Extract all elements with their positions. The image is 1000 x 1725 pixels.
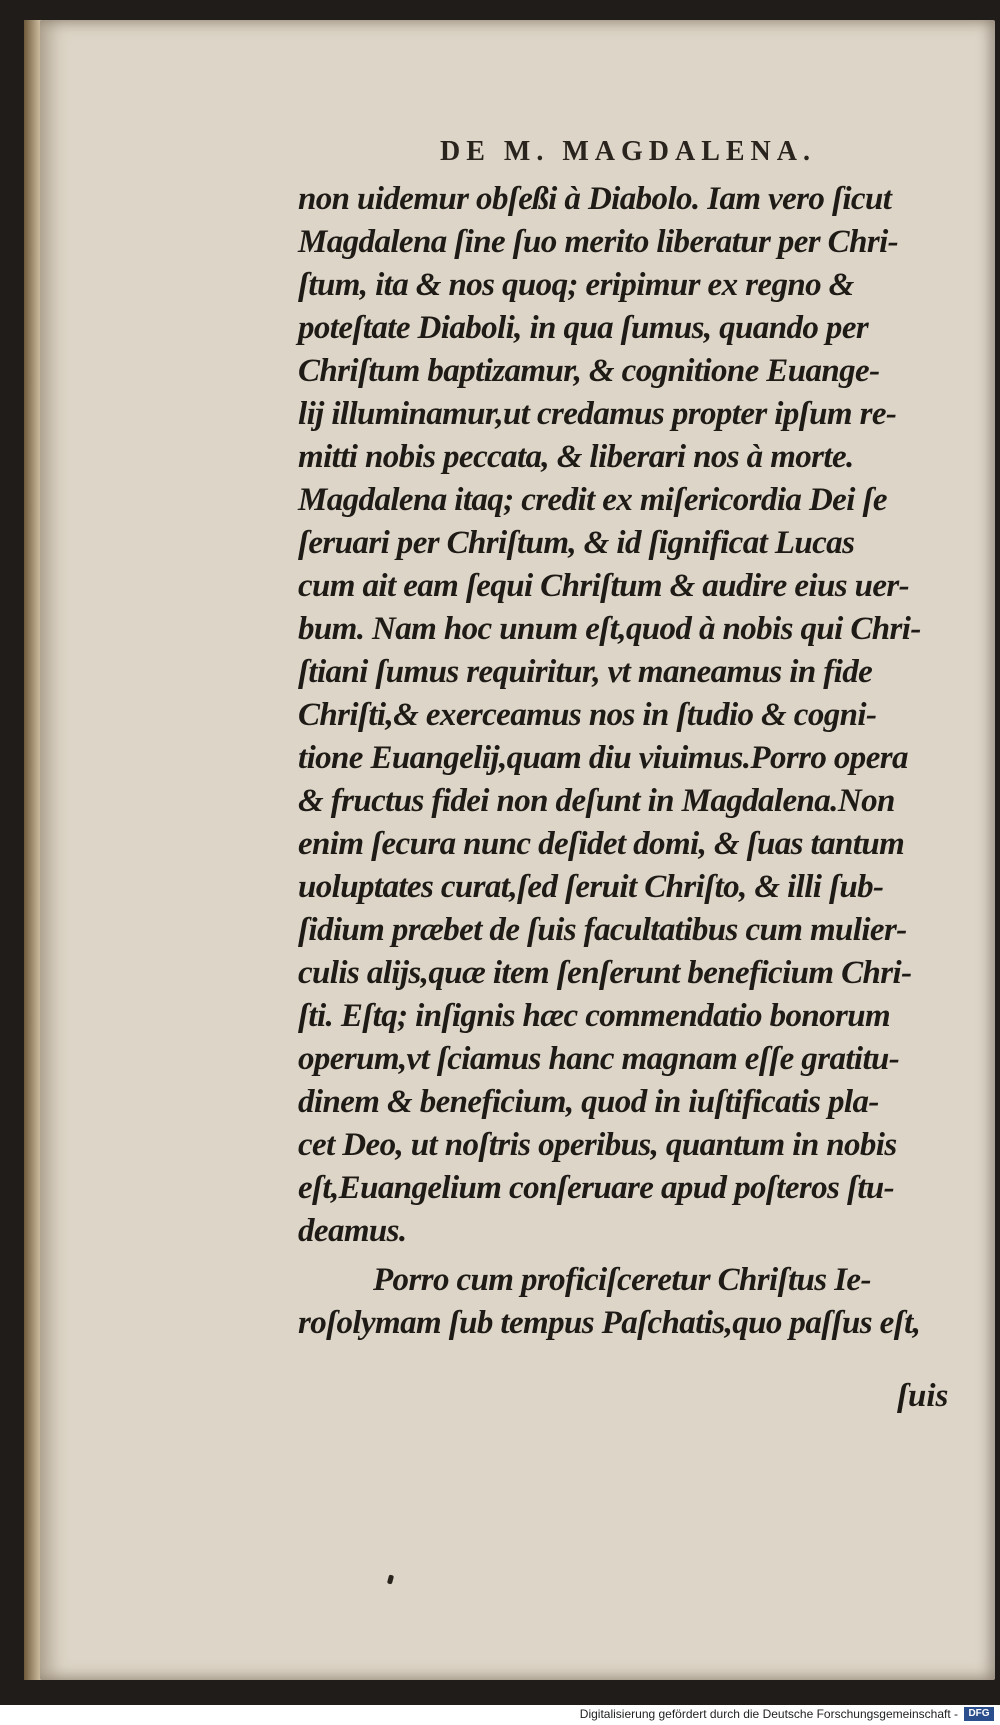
text-line: ſidium præbet de ſuis facultatibus cum mulier- <box>298 912 907 948</box>
text-line: ſti. Eſtq; inſignis hæc commendatio bonorum <box>298 998 891 1034</box>
paragraph-start-line: Porro cum proficiſceretur Chriſtus Ie- <box>373 1262 871 1298</box>
text-line: Chriſtum baptizamur, & cognitione Euange- <box>298 353 880 389</box>
text-line: bum. Nam hoc unum eſt,quod à nobis qui Chri- <box>298 611 921 647</box>
text-line: deamus. <box>298 1213 407 1249</box>
dfg-logo-icon: DFG <box>964 1707 994 1721</box>
text-line: cum ait eam ſequi Chriſtum & audire eius uer- <box>298 568 910 604</box>
text-line: enim ſecura nunc deſidet domi, & ſuas tantum <box>298 826 905 862</box>
text-line: ſtum, ita & nos quoq; eripimur ex regno & <box>298 267 854 303</box>
text-line: ſeruari per Chriſtum, & id ſignificat Lucas <box>298 525 855 561</box>
text-line: uoluptates curat,ſed ſeruit Chriſto, & illi ſub- <box>298 869 884 905</box>
text-line: Magdalena itaq; credit ex miſericordia Dei ſe <box>298 482 887 518</box>
running-head: DE M. MAGDALENA. <box>440 136 816 167</box>
text-line: dinem & beneficium, quod in iuſtificatis pla- <box>298 1084 879 1120</box>
footer-credit: Digitalisierung gefördert durch die Deutsche Forschungsgemeinschaft - <box>579 1707 958 1721</box>
text-line: non uidemur obſeßi à Diabolo. Iam vero ſicut <box>298 181 892 217</box>
text-line: operum,vt ſciamus hanc magnam eſſe gratitu- <box>298 1041 900 1077</box>
text-line: poteſtate Diaboli, in qua ſumus, quando per <box>298 310 869 346</box>
text-line: eſt,Euangelium conſeruare apud poſteros ſtu- <box>298 1170 895 1206</box>
text-line: mitti nobis peccata, & liberari nos à morte. <box>298 439 854 475</box>
text-line: culis alijs,quæ item ſenſerunt beneficium Chri- <box>298 955 912 991</box>
text-line: Chriſti,& exerceamus nos in ſtudio & cogni- <box>298 697 877 733</box>
catchword: ſuis <box>897 1378 949 1414</box>
text-block <box>298 178 968 1345</box>
text-line: & fructus fidei non deſunt in Magdalena.Non <box>298 783 895 819</box>
text-line: ſtiani ſumus requiritur, vt maneamus in fide <box>298 654 873 690</box>
text-line: cet Deo, ut noſtris operibus, quantum in nobis <box>298 1127 897 1163</box>
text-line: lij illuminamur,ut credamus propter ipſum re- <box>298 396 897 432</box>
text-line: Magdalena ſine ſuo merito liberatur per Chri- <box>298 224 899 260</box>
text-line: roſolymam ſub tempus Paſchatis,quo paſſus eſt, <box>298 1305 921 1341</box>
text-line: tione Euangelij,quam diu viuimus.Porro opera <box>298 740 908 776</box>
